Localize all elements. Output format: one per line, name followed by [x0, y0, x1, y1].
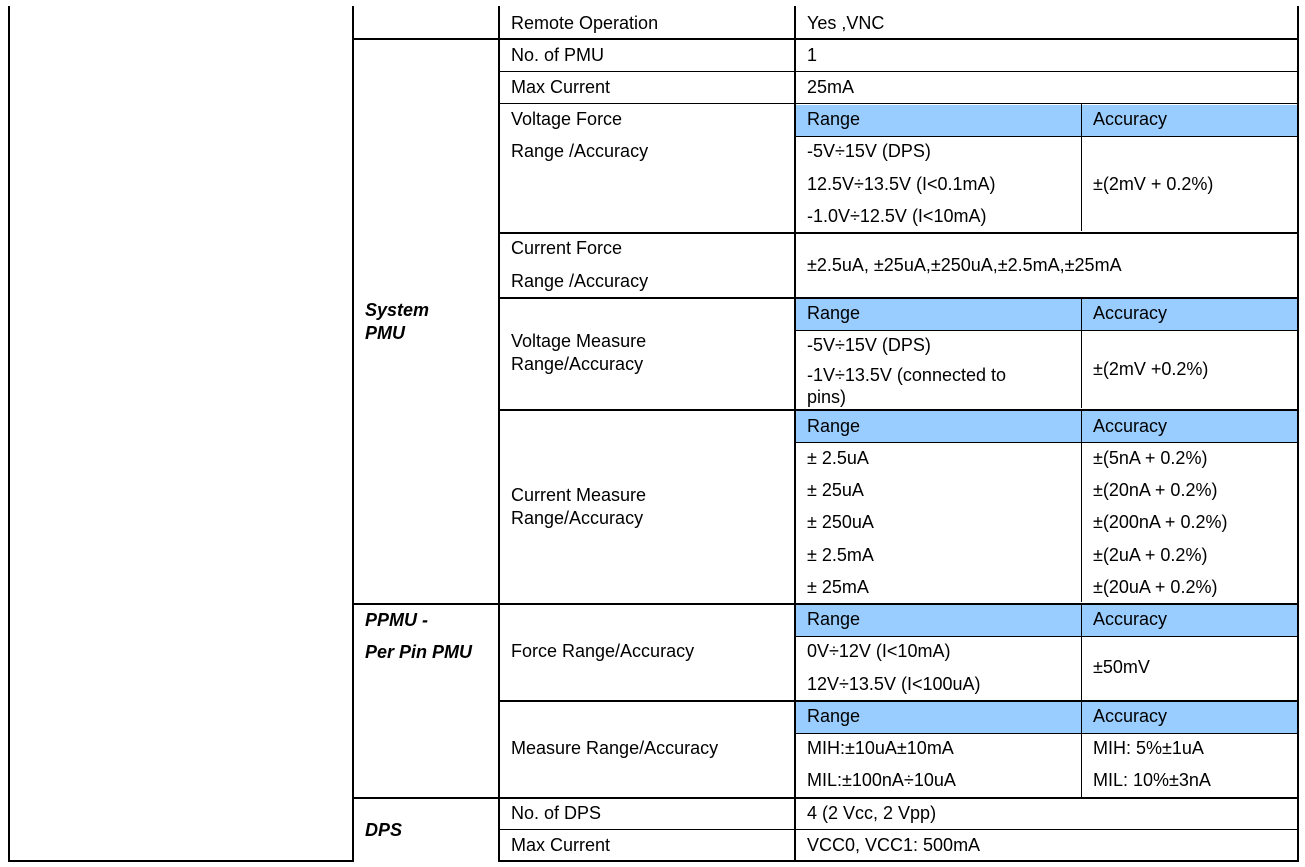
table-border [352, 797, 1299, 799]
range-header: Range [807, 706, 861, 726]
accuracy-value: ±(200nA + 0.2%) [1093, 512, 1228, 532]
section-label-system-pmu: PMU [365, 323, 405, 343]
accuracy-value: ±(2mV + 0.2%) [1093, 174, 1214, 194]
row-label: Range /Accuracy [511, 271, 649, 291]
table-border [1081, 604, 1082, 700]
row-label: Force Range/Accuracy [511, 641, 695, 661]
range-value: -1.0V÷12.5V (I<10mA) [807, 206, 987, 226]
row-label: Range /Accuracy [511, 141, 649, 161]
range-header: Range [807, 109, 861, 129]
table-border [498, 232, 1299, 234]
accuracy-value: ±(2uA + 0.2%) [1093, 545, 1208, 565]
row-label: Current Force [511, 238, 623, 258]
row-label: Range/Accuracy [511, 354, 644, 374]
row-value: 25mA [807, 77, 855, 97]
table-border [352, 603, 1299, 605]
table-border [498, 700, 1299, 702]
row-label: Voltage Force [511, 109, 623, 129]
accuracy-header: Accuracy [1093, 303, 1168, 323]
row-label: Max Current [511, 77, 611, 97]
range-value: MIH:±10uA±10mA [807, 738, 954, 758]
table-border [1081, 104, 1082, 231]
range-value: pins) [807, 387, 847, 407]
accuracy-value: MIL: 10%±3nA [1093, 770, 1211, 790]
range-value: 12.5V÷13.5V (I<0.1mA) [807, 174, 996, 194]
row-label: Current Measure [511, 485, 647, 505]
table-border [795, 330, 1299, 331]
range-value: -5V÷15V (DPS) [807, 335, 931, 355]
accuracy-header: Accuracy [1093, 416, 1168, 436]
table-border [795, 636, 1299, 637]
row-value: 4 (2 Vcc, 2 Vpp) [807, 803, 937, 823]
range-value: ± 2.5mA [807, 545, 874, 565]
accuracy-header: Accuracy [1093, 706, 1168, 726]
table-border [498, 860, 1299, 862]
table-border [1081, 298, 1082, 408]
table-border [795, 136, 1299, 137]
table-border [8, 6, 10, 862]
table-border [1081, 701, 1082, 797]
range-value: MIL:±100nA÷10uA [807, 770, 956, 790]
table-border [352, 6, 354, 862]
range-value: ± 25mA [807, 577, 869, 597]
accuracy-value: ±(20nA + 0.2%) [1093, 480, 1218, 500]
range-value: ± 250uA [807, 512, 874, 532]
range-header: Range [807, 416, 861, 436]
row-label: No. of DPS [511, 803, 602, 823]
table-border [795, 442, 1299, 443]
row-value: VCC0, VCC1: 500mA [807, 835, 981, 855]
section-label-system-pmu: System [365, 300, 430, 320]
table-border [1081, 410, 1082, 602]
section-label-ppmu: PPMU - [365, 610, 428, 630]
row-label: Voltage Measure [511, 331, 647, 351]
section-label-dps: DPS [365, 820, 403, 840]
section-label-ppmu: Per Pin PMU [365, 642, 473, 662]
accuracy-value: ±(2mV +0.2%) [1093, 359, 1209, 379]
table-border [8, 860, 354, 862]
row-value: ±2.5uA, ±25uA,±250uA,±2.5mA,±25mA [807, 255, 1122, 275]
range-header: Range [807, 609, 861, 629]
row-label: No. of PMU [511, 45, 605, 65]
table-border [795, 733, 1299, 734]
accuracy-value: ±50mV [1093, 657, 1150, 677]
accuracy-header: Accuracy [1093, 109, 1168, 129]
range-header: Range [807, 303, 861, 323]
row-label: Measure Range/Accuracy [511, 738, 719, 758]
table-border [498, 71, 1299, 72]
table-border [498, 829, 1299, 830]
row-value: Yes ,VNC [807, 13, 885, 33]
table-border [498, 103, 1299, 104]
range-value: 12V÷13.5V (I<100uA) [807, 674, 981, 694]
range-value: 0V÷12V (I<10mA) [807, 641, 951, 661]
table-border [352, 38, 1299, 40]
range-value: ± 2.5uA [807, 448, 869, 468]
accuracy-value: ±(20uA + 0.2%) [1093, 577, 1218, 597]
row-label: Remote Operation [511, 13, 659, 33]
row-label: Max Current [511, 835, 611, 855]
table-border [498, 6, 500, 862]
table-border [498, 297, 1299, 299]
accuracy-value: ±(5nA + 0.2%) [1093, 448, 1208, 468]
range-value: -1V÷13.5V (connected to [807, 365, 1007, 385]
row-value: 1 [807, 45, 818, 65]
range-value: -5V÷15V (DPS) [807, 141, 931, 161]
accuracy-value: MIH: 5%±1uA [1093, 738, 1204, 758]
table-border [498, 409, 1299, 411]
row-label: Range/Accuracy [511, 508, 644, 528]
range-value: ± 25uA [807, 480, 864, 500]
accuracy-header: Accuracy [1093, 609, 1168, 629]
